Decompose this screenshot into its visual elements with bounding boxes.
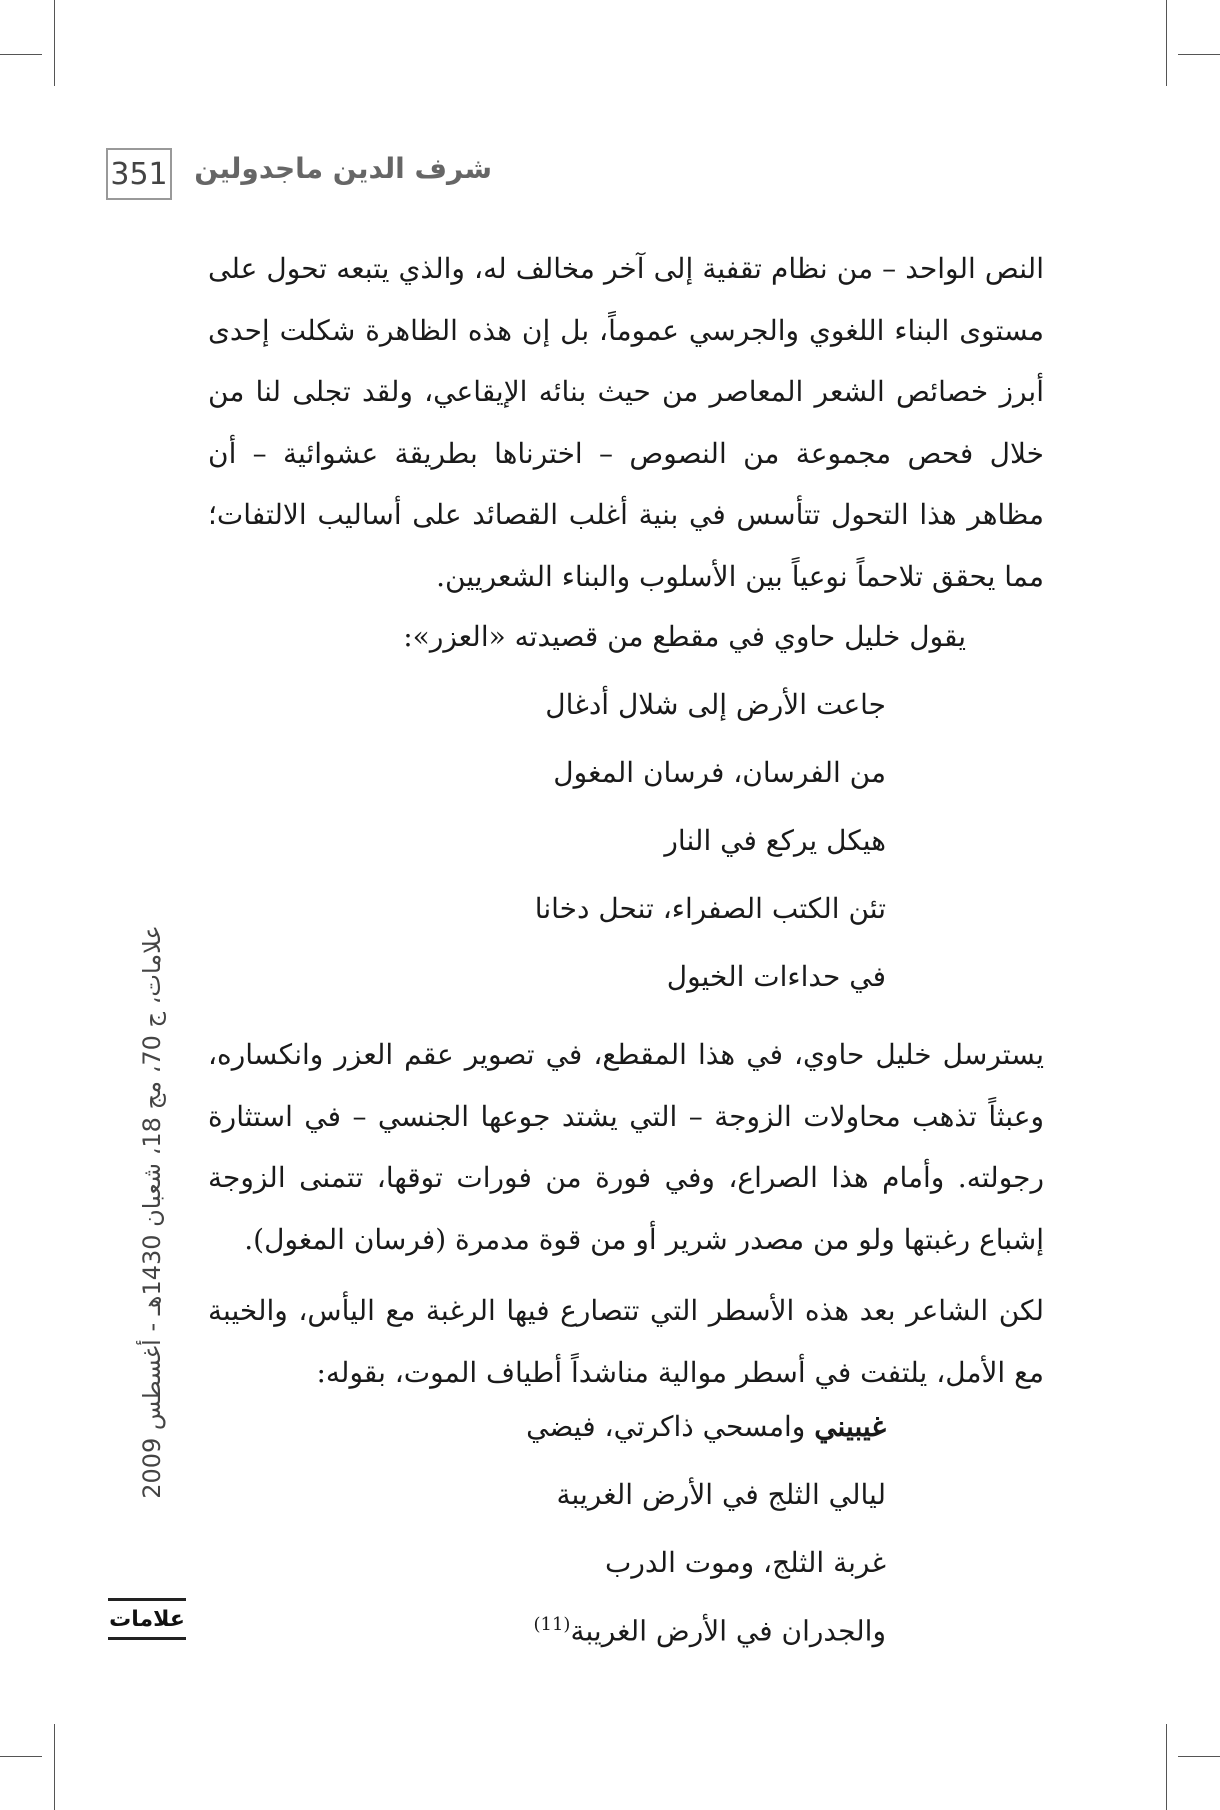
poem-bold-word: غيبيني — [814, 1410, 886, 1443]
body-paragraph-1 — [208, 238, 1044, 607]
paragraph-text: لكن الشاعر بعد هذه الأسطر التي تتصارع فيها الرغبة مع اليأس، والخيبة مع الأمل، يلتفت في أسطر موالية مناشداً أطياف الموت، بقوله: — [208, 1294, 1045, 1389]
crop-mark — [1178, 54, 1220, 55]
poem-line — [526, 1410, 886, 1443]
poem-line: ليالي الثلج في الأرض الغريبة — [556, 1478, 886, 1511]
crop-mark — [0, 1756, 42, 1757]
poem-line-text: والجدران في الأرض الغريبة — [570, 1614, 886, 1648]
running-head-author: شرف الدين ماجدولين — [194, 152, 492, 185]
crop-mark — [1178, 1756, 1220, 1757]
poem-line: تئن الكتب الصفراء، تنحل دخانا — [534, 892, 886, 925]
body-paragraph-3 — [208, 1280, 1044, 1403]
paragraph-text: النص الواحد – من نظام تقفية إلى آخر مخالف له، والذي يتبعه تحول على مستوى البناء اللغوي والجرسي عموماً، بل إن هذه الظاهرة شكلت إحدى أبرز خصائص الشعر المعاصر من حيث بنائه الإيقاعي، ولقد تجلى لنا من خلال فحص مجموعة من النصوص – اخترناها بطريقة عشوائية – أن مظاهر هذا التحول تتأسس في بنية أغلب القصائد على أساليب الالتفات؛ مما يحقق تلاحماً نوعياً بين الأسلوب والبناء الشعريين. — [208, 252, 1044, 593]
journal-logo-text: علامات — [109, 1606, 185, 1632]
poem-line: جاعت الأرض إلى شلال أدغال — [545, 688, 886, 721]
poem-line-text: وامسحي ذاكرتي، فيضي — [526, 1410, 815, 1443]
poem-line: من الفرسان، فرسان المغول — [553, 756, 886, 789]
crop-mark — [1166, 0, 1167, 86]
footnote-ref: (11) — [533, 1614, 571, 1635]
crop-mark — [54, 0, 55, 86]
poem-line: في حداءات الخيول — [666, 960, 886, 993]
paragraph-text: يسترسل خليل حاوي، في هذا المقطع، في تصوير عقم العزر وانكساره، وعبثاً تذهب محاولات الزوجة – التي يشتد جوعها الجنسي – في استثارة رجولته. وأمام هذا الصراع، وفي فورة من فورات توقها، تتمنى الزوجة إشباع رغبتها ولو من مصدر شرير أو من قوة مدمرة (فرسان المغول). — [208, 1038, 1044, 1256]
crop-mark — [0, 54, 42, 55]
crop-mark — [54, 1724, 55, 1810]
page-number: 351 — [106, 148, 172, 200]
journal-issue-caption: علامات، ج 70، مج 18، شعبان 1430هـ - أغسطس 2009 — [138, 925, 166, 1499]
journal-logo — [108, 1598, 186, 1640]
crop-mark — [1166, 1724, 1167, 1810]
poem-intro: يقول خليل حاوي في مقطع من قصيدته «العزر»: — [403, 620, 966, 653]
poem-line: هيكل يركع في النار — [664, 824, 886, 857]
poem-line — [533, 1614, 886, 1647]
body-paragraph-2 — [208, 1024, 1044, 1270]
poem-line: غربة الثلج، وموت الدرب — [605, 1546, 886, 1579]
